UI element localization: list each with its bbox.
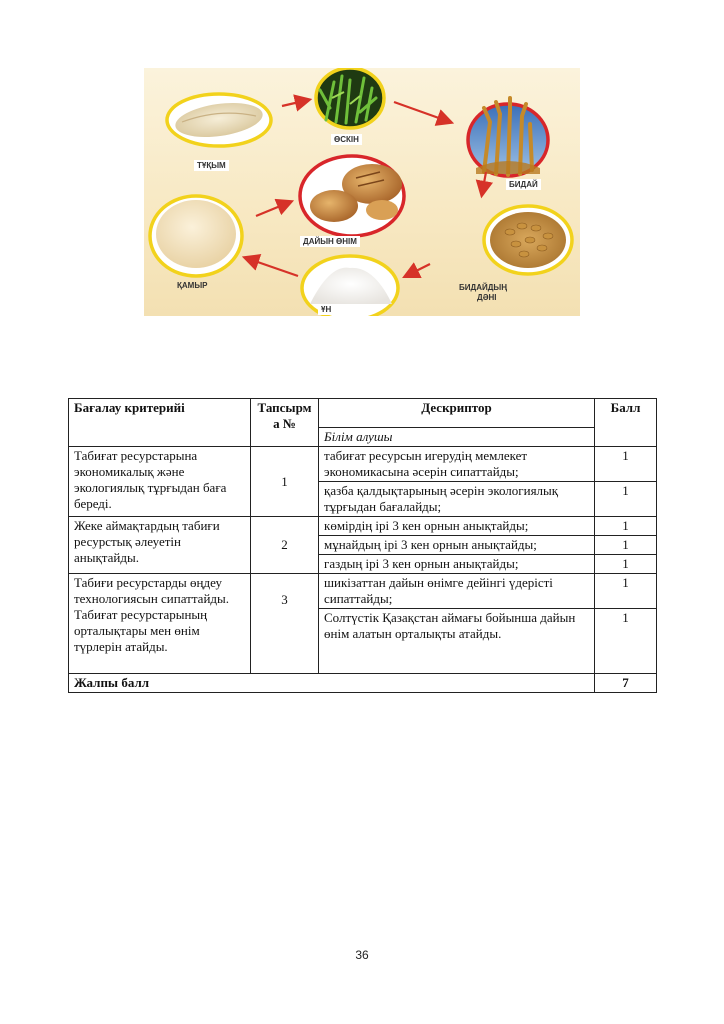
dough-label: ҚАМЫР xyxy=(177,281,208,290)
finished-product-label: ДАЙЫН ӨНІМ xyxy=(300,236,360,247)
descriptor-cell: қазба қалдықтарының әсерін экологиялық тұрғыдан бағалайды; xyxy=(319,482,595,517)
task-number-cell: 1 xyxy=(251,447,319,517)
dough-image xyxy=(150,196,242,276)
total-label: Жалпы балл xyxy=(69,674,595,693)
sprout-label: ӨСКІН xyxy=(331,134,362,145)
learner-subheader: Білім алушы xyxy=(319,428,595,447)
header-score: Балл xyxy=(595,399,657,447)
header-task-line2: а № xyxy=(273,416,296,431)
criteria-cell: Табиғат ресурстарына экономикалық және экологиялық тұрғыдан баға береді. xyxy=(69,447,251,517)
score-cell: 1 xyxy=(595,447,657,482)
header-descriptor: Дескриптор xyxy=(319,399,595,428)
criteria-cell: Жеке аймақтардың табиғи ресурстық әлеуетін анықтайды. xyxy=(69,517,251,574)
criteria-line1: Табиғи ресурстарды өңдеу технологиясын сипаттайды. xyxy=(74,575,229,606)
header-criteria: Бағалау критерийі xyxy=(69,399,251,447)
header-row xyxy=(69,399,657,428)
wheat-field-image xyxy=(468,98,548,176)
assessment-table xyxy=(68,398,657,693)
score-cell: 1 xyxy=(595,536,657,555)
flour-label: ҰН xyxy=(318,304,334,315)
grain-label-line2: ДӘНІ xyxy=(477,293,497,302)
criteria-cell xyxy=(69,574,251,674)
task-number-cell: 3 xyxy=(251,574,319,674)
header-task xyxy=(251,399,319,447)
score-cell: 1 xyxy=(595,574,657,609)
sprout-image xyxy=(316,68,384,128)
descriptor-cell: шикізаттан дайын өнімге дейінгі үдерісті сипаттайды; xyxy=(319,574,595,609)
table-row xyxy=(69,517,657,536)
wheat-cycle-illustration xyxy=(144,68,580,316)
descriptor-cell: табиғат ресурсын игерудің мемлекет экономикасына әсерін сипаттайды; xyxy=(319,447,595,482)
task-number-cell: 2 xyxy=(251,517,319,574)
grain-label-line1: БИДАЙДЫҢ xyxy=(459,283,508,292)
score-cell: 1 xyxy=(595,482,657,517)
seed-label: ТҰҚЫМ xyxy=(194,160,229,171)
wheat-label: БИДАЙ xyxy=(506,179,541,190)
seed-image xyxy=(167,94,271,146)
wheat-cycle-figure xyxy=(144,68,580,316)
descriptor-cell: газдың ірі 3 кен орнын анықтайды; xyxy=(319,555,595,574)
criteria-line2: Табиғат ресурстарының орталықтары мен өнім түрлерін атайды. xyxy=(74,607,208,654)
flour-image xyxy=(302,256,398,316)
table-row xyxy=(69,574,657,609)
score-cell: 1 xyxy=(595,555,657,574)
total-score: 7 xyxy=(595,674,657,693)
score-cell: 1 xyxy=(595,517,657,536)
descriptor-cell: көмірдің ірі 3 кен орнын анықтайды; xyxy=(319,517,595,536)
bread-products-image xyxy=(300,156,404,236)
descriptor-cell: Солтүстік Қазақстан аймағы бойынша дайын өнім алатын орталықты атайды. xyxy=(319,609,595,674)
page-number: 36 xyxy=(355,948,369,962)
total-row xyxy=(69,674,657,693)
score-cell: 1 xyxy=(595,609,657,674)
table-row xyxy=(69,447,657,482)
descriptor-cell: мұнайдың ірі 3 кен орнын анықтайды; xyxy=(319,536,595,555)
header-task-line1: Тапсырм xyxy=(257,400,312,415)
wheat-grain-image xyxy=(484,206,572,274)
